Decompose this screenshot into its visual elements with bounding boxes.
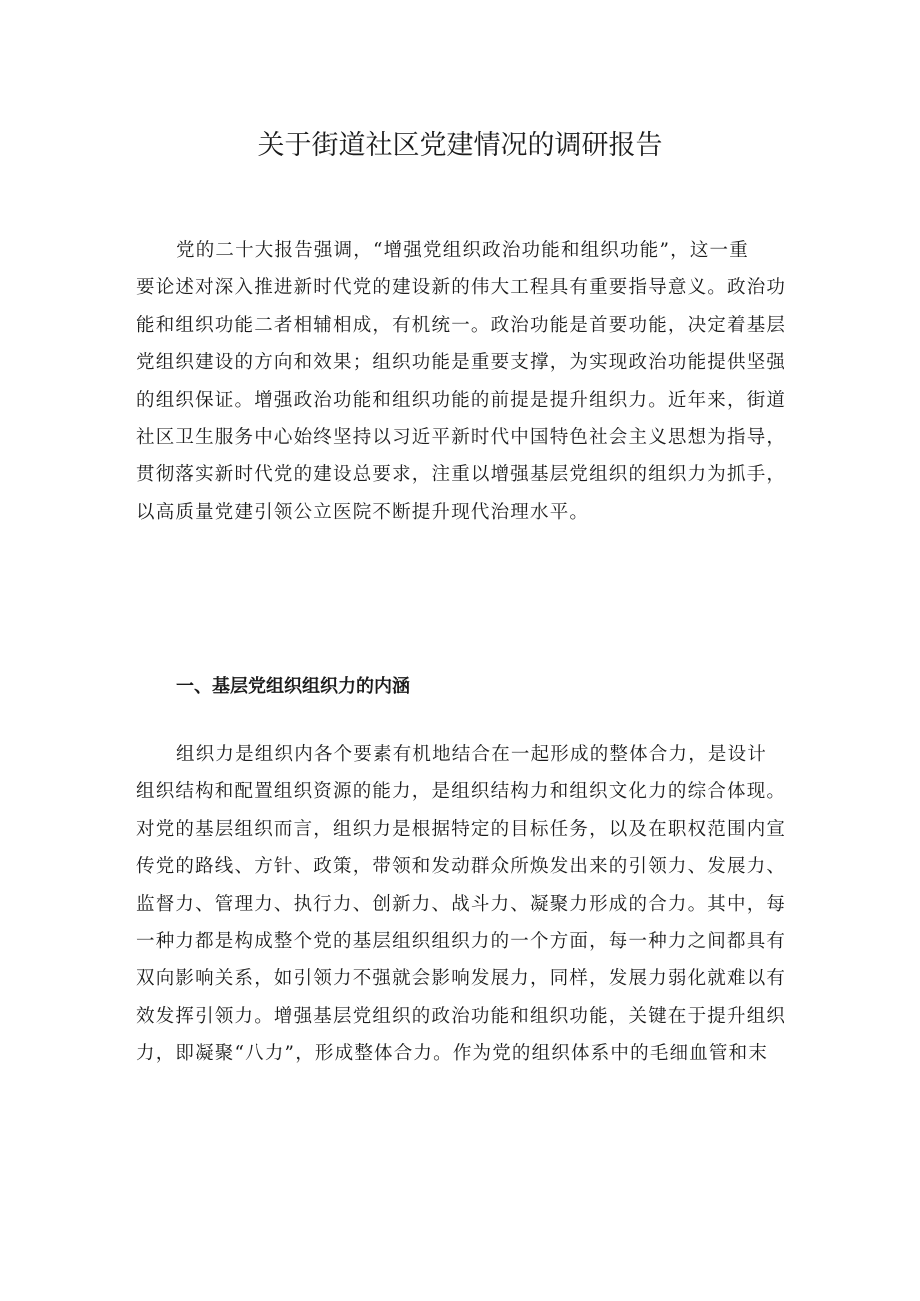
intro-paragraph [136,232,796,531]
paragraph-line: 对党的基层组织而言，组织力是根据特定的目标任务，以及在职权范围内宣 [136,818,787,840]
paragraph-line: 双向影响关系，如引领力不强就会影响发展力，同样，发展力弱化就难以有 [136,968,787,990]
paragraph-line: 效发挥引领力。增强基层党组织的政治功能和组织功能，关键在于提升组织 [136,1005,787,1027]
document-title: 关于街道社区党建情况的调研报告 [257,130,663,161]
paragraph-line: 组织结构和配置组织资源的能力，是组织结构力和组织文化力的综合体现。 [136,781,787,803]
section-paragraph [136,736,796,1073]
paragraph-line: 组织力是组织内各个要素有机地结合在一起形成的整体合力，是设计 [176,744,768,765]
paragraph-line: 党组织建设的方向和效果；组织功能是重要支撑，为实现政治功能提供坚强 [136,352,787,374]
paragraph-line: 能和组织功能二者相辅相成，有机统一。政治功能是首要功能，决定着基层 [136,314,787,336]
paragraph-line: 一种力都是构成整个党的基层组织组织力的一个方面，每一种力之间都具有 [136,931,787,953]
paragraph-line: 党的二十大报告强调，“增强党组织政治功能和组织功能”，这一重 [176,240,749,261]
paragraph-line: 要论述对深入推进新时代党的建设新的伟大工程具有重要指导意义。政治功 [136,277,787,299]
section-heading: 一、基层党组织组织力的内涵 [176,676,410,697]
paragraph-line: 以高质量党建引领公立医院不断提升现代治理水平。 [136,501,590,523]
paragraph-line: 传党的路线、方针、政策，带领和发动群众所焕发出来的引领力、发展力、 [136,856,787,878]
paragraph-line: 监督力、管理力、执行力、创新力、战斗力、凝聚力形成的合力。其中，每 [136,893,787,915]
paragraph-line: 社区卫生服务中心始终坚持以习近平新时代中国特色社会主义思想为指导， [136,427,787,449]
paragraph-line: 力，即凝聚“八力”，形成整体合力。作为党的组织体系中的毛细血管和末 [136,1043,769,1065]
paragraph-line: 贯彻落实新时代党的建设总要求，注重以增强基层党组织的组织力为抓手， [136,464,787,486]
paragraph-line: 的组织保证。增强政治功能和组织功能的前提是提升组织力。近年来，街道 [136,389,787,411]
